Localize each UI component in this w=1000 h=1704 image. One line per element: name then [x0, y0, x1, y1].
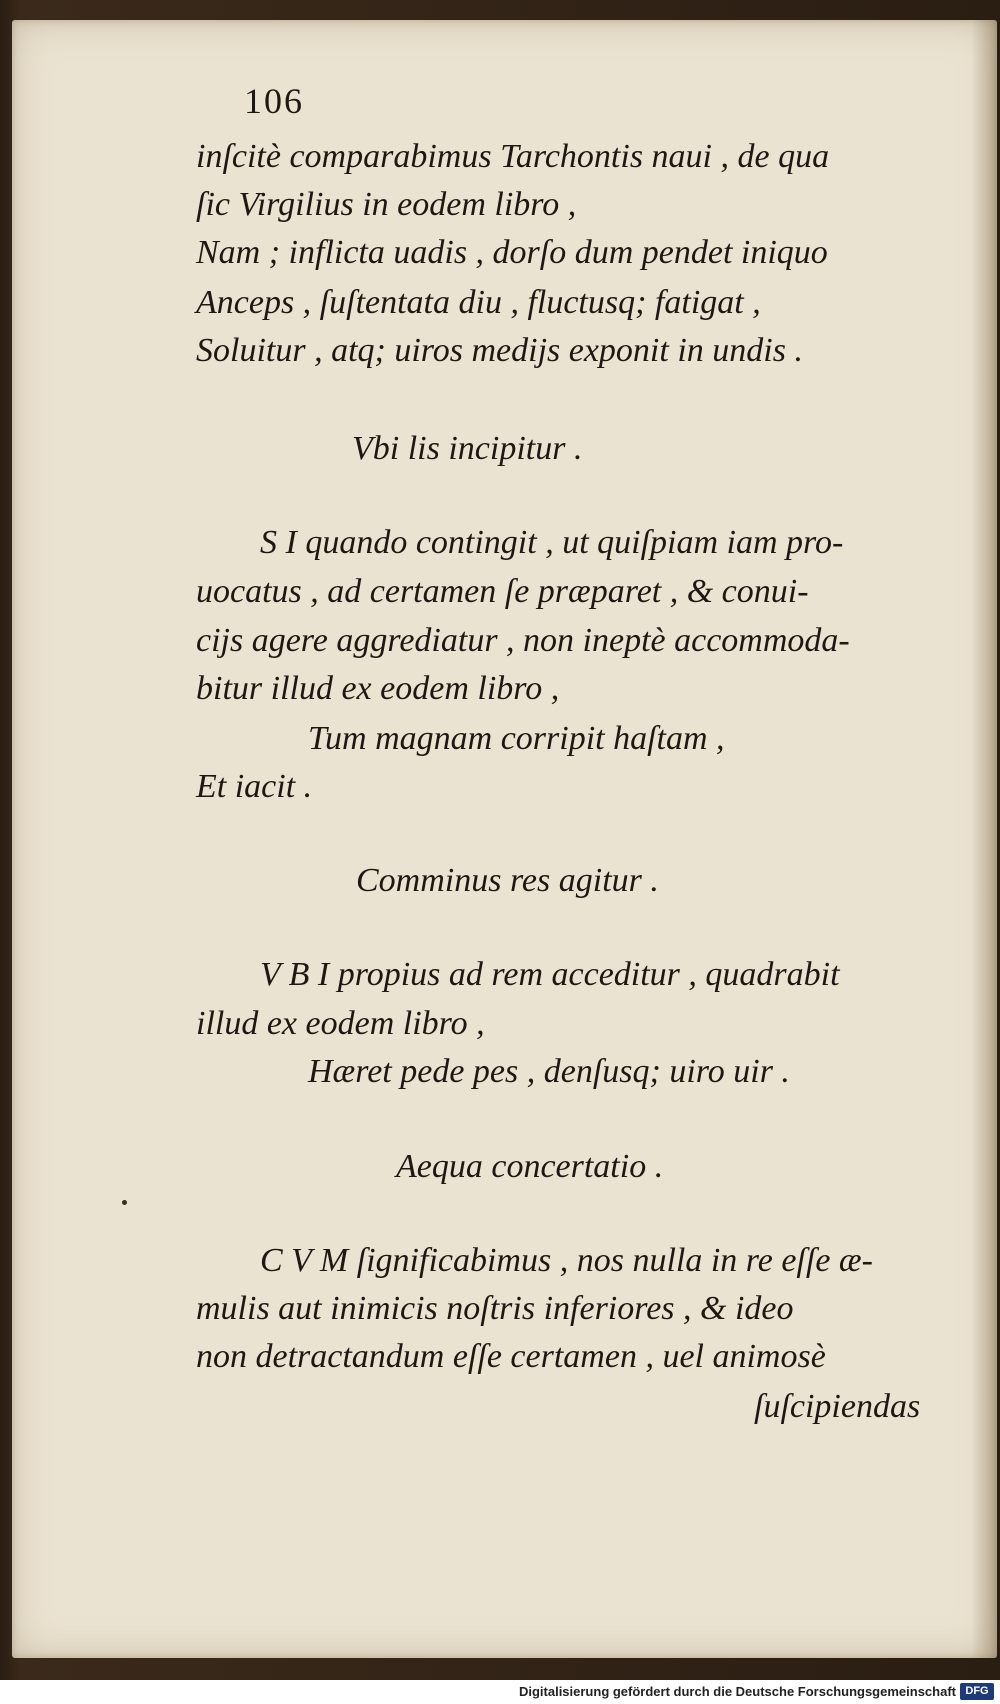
text-line: illud ex eodem libro , [196, 1005, 485, 1042]
catchword: ſuſcipiendas [754, 1388, 921, 1425]
text-line: S I quando contingit , ut quiſpiam iam pro- [260, 524, 844, 561]
verse-line: Tum magnam corripit haſtam , [308, 720, 725, 757]
page-text [12, 20, 997, 1658]
verse-line: Soluitur , atq; uiros medijs exponit in undis . [196, 332, 803, 369]
verse-line: Nam ; inflicta uadis , dorſo dum pendet iniquo [196, 234, 828, 271]
text-line: cijs agere aggrediatur , non ineptè accommoda- [196, 622, 850, 659]
text-line: bitur illud ex eodem libro , [196, 670, 560, 707]
text-line: non detractandum eſſe certamen , uel animosè [196, 1338, 826, 1375]
text-line: ſic Virgilius in eodem libro , [196, 186, 577, 223]
page-number: 106 [244, 81, 304, 121]
verse-line: Et iacit . [196, 768, 313, 805]
text-line: mulis aut inimicis noſtris inferiores , & ideo [196, 1290, 794, 1327]
digitization-footer [0, 1680, 1000, 1704]
footer-credit: Digitalisierung gefördert durch die Deutsche Forschungsgemeinschaft [518, 1684, 956, 1699]
section-heading: Aequa concertatio . [396, 1148, 664, 1185]
dfg-logo-icon: DFG [960, 1683, 994, 1700]
section-heading: Vbi lis incipitur . [352, 430, 583, 467]
verse-line: Anceps , ſuſtentata diu , fluctusq; fatigat , [196, 284, 761, 321]
section-heading: Comminus res agitur . [356, 862, 659, 899]
text-line: uocatus , ad certamen ſe præparet , & conui- [196, 573, 809, 610]
text-line: C V M ſignificabimus , nos nulla in re eſſe æ- [260, 1242, 873, 1279]
text-line: V B I propius ad rem acceditur , quadrabit [260, 956, 840, 993]
text-line: inſcitè comparabimus Tarchontis naui , de qua [196, 138, 830, 175]
book-page [12, 20, 997, 1658]
verse-line: Hæret pede pes , denſusq; uiro uir . [308, 1053, 790, 1090]
